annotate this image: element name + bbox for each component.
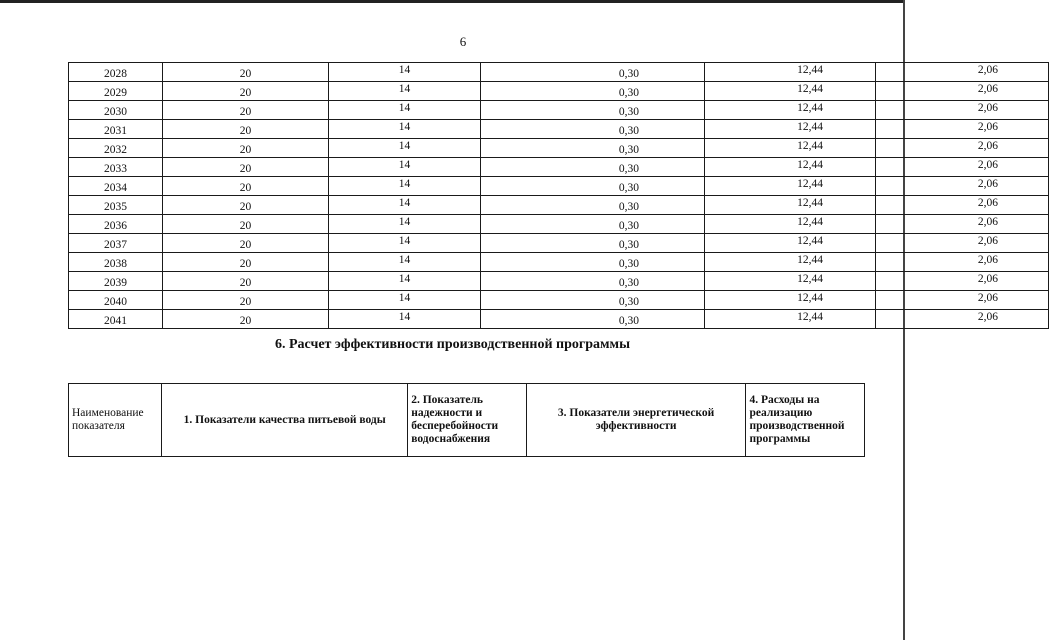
page-number: 6	[459, 34, 467, 49]
header-cell-water-quality: 1. Показатели качества питьевой воды	[162, 384, 408, 457]
cell-col-2: 20	[163, 310, 329, 329]
cell-col-2: 20	[163, 139, 329, 158]
cell-col-6: 2,06	[876, 253, 1049, 272]
cell-col-6: 2,06	[876, 272, 1049, 291]
header-cell-energy-efficiency: 3. Показатели энергетической эффективности	[526, 384, 746, 457]
cell-col-4: 0,30	[481, 253, 705, 272]
cell-year: 2028	[69, 63, 163, 82]
cell-col-4: 0,30	[481, 177, 705, 196]
section-title: 6. Расчет эффективности производственной программы	[274, 337, 631, 352]
cell-col-6: 2,06	[876, 177, 1049, 196]
cell-col-6: 2,06	[876, 158, 1049, 177]
cell-col-2: 20	[163, 63, 329, 82]
table-row	[69, 82, 1049, 101]
cell-col-3: 14	[329, 120, 481, 139]
cell-year: 2041	[69, 310, 163, 329]
cell-col-3: 14	[329, 272, 481, 291]
cell-col-2: 20	[163, 101, 329, 120]
cell-col-2: 20	[163, 272, 329, 291]
cell-col-4: 0,30	[481, 139, 705, 158]
cell-col-3: 14	[329, 253, 481, 272]
cell-col-5: 12,44	[705, 310, 876, 329]
cell-col-5: 12,44	[705, 253, 876, 272]
header-cell-program-costs: 4. Расходы на реализацию производственной программы	[746, 384, 865, 457]
table-row	[69, 196, 1049, 215]
yearly-values-table-body	[69, 63, 1049, 329]
cell-year: 2031	[69, 120, 163, 139]
efficiency-table-header-row	[69, 384, 865, 457]
yearly-values-table	[68, 62, 1049, 329]
cell-col-5: 12,44	[705, 215, 876, 234]
cell-year: 2036	[69, 215, 163, 234]
cell-col-3: 14	[329, 101, 481, 120]
table-row	[69, 234, 1049, 253]
cell-year: 2038	[69, 253, 163, 272]
cell-col-3: 14	[329, 63, 481, 82]
efficiency-table	[68, 383, 865, 457]
cell-col-4: 0,30	[481, 82, 705, 101]
cell-col-2: 20	[163, 291, 329, 310]
table-row	[69, 177, 1049, 196]
cell-year: 2034	[69, 177, 163, 196]
cell-col-5: 12,44	[705, 291, 876, 310]
cell-col-5: 12,44	[705, 158, 876, 177]
table-row	[69, 101, 1049, 120]
table-row	[69, 158, 1049, 177]
cell-col-2: 20	[163, 215, 329, 234]
cell-col-3: 14	[329, 177, 481, 196]
cell-year: 2032	[69, 139, 163, 158]
table-row	[69, 139, 1049, 158]
header-cell-indicator-name: Наименование показателя	[69, 384, 162, 457]
cell-col-5: 12,44	[705, 234, 876, 253]
cell-col-4: 0,30	[481, 272, 705, 291]
cell-year: 2035	[69, 196, 163, 215]
cell-col-5: 12,44	[705, 139, 876, 158]
cell-col-4: 0,30	[481, 291, 705, 310]
cell-col-6: 2,06	[876, 63, 1049, 82]
cell-col-3: 14	[329, 291, 481, 310]
cell-col-3: 14	[329, 234, 481, 253]
cell-year: 2030	[69, 101, 163, 120]
cell-col-5: 12,44	[705, 196, 876, 215]
cell-col-4: 0,30	[481, 234, 705, 253]
cell-col-4: 0,30	[481, 196, 705, 215]
cell-col-6: 2,06	[876, 310, 1049, 329]
cell-col-4: 0,30	[481, 63, 705, 82]
cell-col-2: 20	[163, 82, 329, 101]
cell-year: 2037	[69, 234, 163, 253]
cell-col-2: 20	[163, 253, 329, 272]
table-row	[69, 215, 1049, 234]
cell-col-6: 2,06	[876, 215, 1049, 234]
cell-col-5: 12,44	[705, 63, 876, 82]
cell-col-4: 0,30	[481, 101, 705, 120]
table-row	[69, 291, 1049, 310]
cell-col-6: 2,06	[876, 120, 1049, 139]
cell-col-3: 14	[329, 196, 481, 215]
cell-col-3: 14	[329, 139, 481, 158]
cell-col-2: 20	[163, 234, 329, 253]
cell-col-2: 20	[163, 177, 329, 196]
cell-col-6: 2,06	[876, 196, 1049, 215]
cell-col-5: 12,44	[705, 272, 876, 291]
table-row	[69, 120, 1049, 139]
table-row	[69, 253, 1049, 272]
cell-year: 2029	[69, 82, 163, 101]
cell-col-2: 20	[163, 158, 329, 177]
cell-col-5: 12,44	[705, 82, 876, 101]
cell-col-2: 20	[163, 196, 329, 215]
cell-col-5: 12,44	[705, 177, 876, 196]
cell-col-3: 14	[329, 215, 481, 234]
cell-col-6: 2,06	[876, 234, 1049, 253]
cell-col-6: 2,06	[876, 139, 1049, 158]
cell-year: 2040	[69, 291, 163, 310]
header-cell-reliability: 2. Показатель надежности и бесперебойности водоснабжения	[408, 384, 526, 457]
cell-year: 2039	[69, 272, 163, 291]
scan-edge-top	[0, 0, 905, 3]
cell-year: 2033	[69, 158, 163, 177]
cell-col-6: 2,06	[876, 291, 1049, 310]
cell-col-3: 14	[329, 310, 481, 329]
cell-col-5: 12,44	[705, 101, 876, 120]
cell-col-3: 14	[329, 158, 481, 177]
cell-col-6: 2,06	[876, 101, 1049, 120]
cell-col-2: 20	[163, 120, 329, 139]
cell-col-5: 12,44	[705, 120, 876, 139]
table-row	[69, 310, 1049, 329]
cell-col-4: 0,30	[481, 310, 705, 329]
cell-col-4: 0,30	[481, 158, 705, 177]
cell-col-4: 0,30	[481, 215, 705, 234]
cell-col-4: 0,30	[481, 120, 705, 139]
cell-col-3: 14	[329, 82, 481, 101]
table-row	[69, 272, 1049, 291]
cell-col-6: 2,06	[876, 82, 1049, 101]
table-row	[69, 63, 1049, 82]
